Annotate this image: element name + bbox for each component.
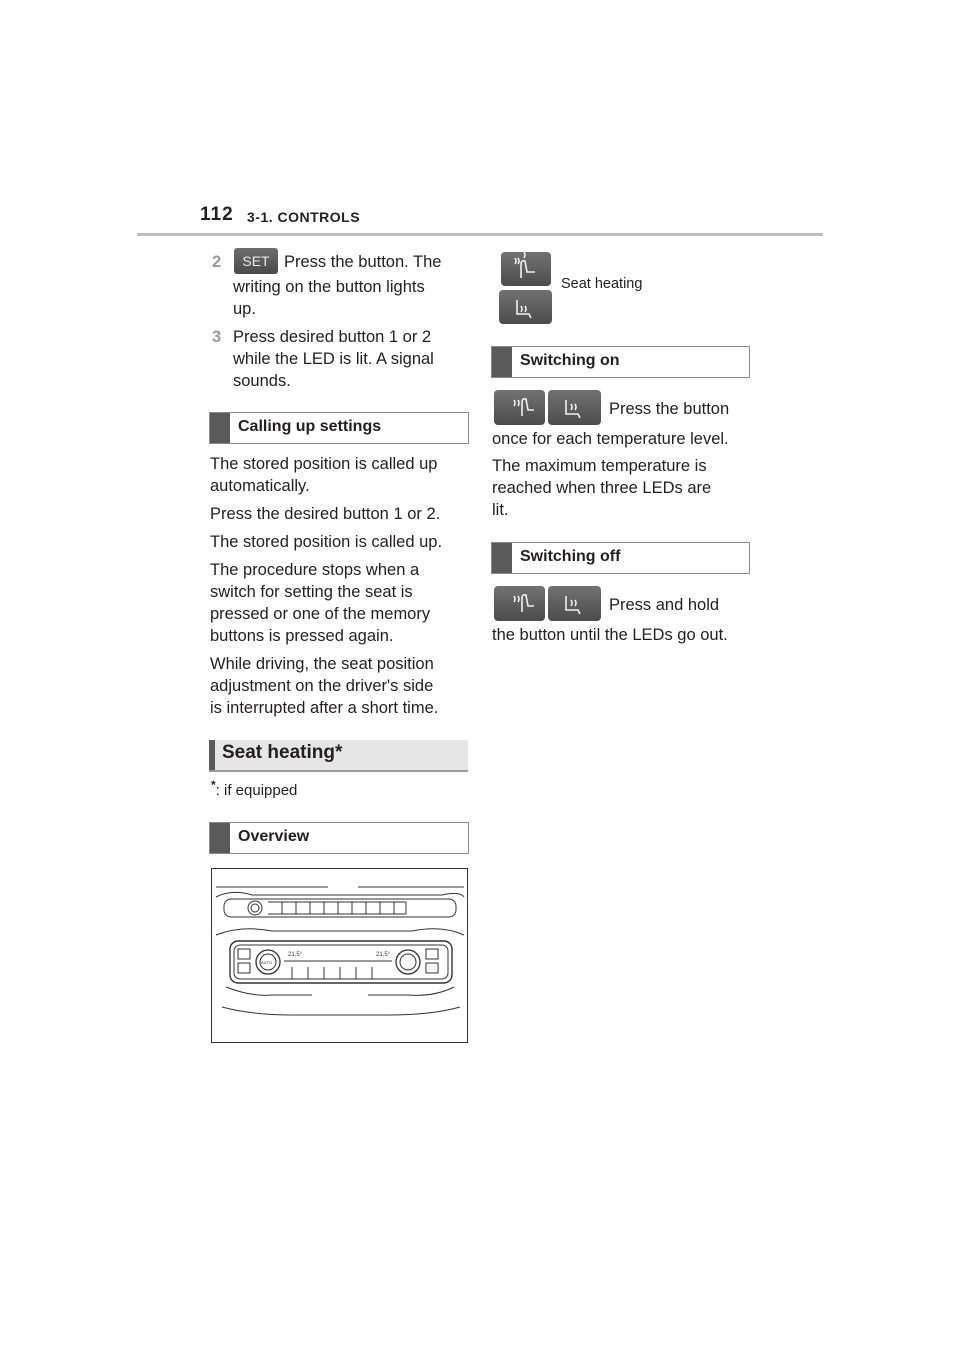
seat-heating-driver-button bbox=[501, 252, 551, 286]
set-button-image: SET bbox=[234, 248, 278, 274]
page-number: 112 bbox=[200, 204, 234, 225]
footnote bbox=[211, 778, 297, 799]
seat-heating-passenger-icon bbox=[499, 290, 552, 324]
seat-heating-on-button-left bbox=[494, 390, 545, 425]
step-2-line-2: writing on the button lights bbox=[233, 278, 425, 296]
heading-bar bbox=[209, 740, 215, 770]
temp-right: 21.5° bbox=[376, 952, 391, 958]
step-2-line-1: Press the button. The bbox=[284, 253, 442, 271]
climate-panel-figure bbox=[211, 868, 468, 1043]
step-2-number: 2 bbox=[212, 253, 222, 271]
seat-heating-heading bbox=[209, 740, 468, 772]
seat-heating-passenger-button bbox=[499, 290, 552, 324]
heading-bar bbox=[492, 543, 512, 573]
step-3-number: 3 bbox=[212, 328, 222, 346]
para-4-line-1: The procedure stops when a bbox=[210, 561, 420, 579]
para-5-line-2: adjustment on the driver's side bbox=[210, 677, 434, 695]
seat-heating-passenger-icon bbox=[548, 390, 601, 425]
footnote-text: : if equipped bbox=[215, 782, 298, 799]
on-para-line-1: The maximum temperature is bbox=[492, 457, 707, 475]
on-para-line-3: lit. bbox=[492, 501, 509, 519]
para-1-line-2: automatically. bbox=[210, 477, 310, 495]
seat-heating-driver-icon bbox=[501, 252, 551, 286]
auto-label: AUTO bbox=[261, 960, 273, 965]
on-para-line-2: reached when three LEDs are bbox=[492, 479, 712, 497]
off-line-1: Press and hold bbox=[609, 596, 720, 614]
step-3-line-2: while the LED is lit. A signal bbox=[233, 350, 434, 368]
heading-bar bbox=[210, 823, 230, 853]
switching-on-heading bbox=[491, 346, 750, 378]
heading-label: Overview bbox=[238, 828, 310, 845]
para-3: The stored position is called up. bbox=[210, 533, 443, 551]
step-2-line-3: up. bbox=[233, 300, 256, 318]
seat-heating-driver-icon bbox=[494, 390, 545, 425]
off-line-2: the button until the LEDs go out. bbox=[492, 626, 728, 644]
para-4-line-3: pressed or one of the memory bbox=[210, 605, 431, 623]
heading-label: Calling up settings bbox=[238, 418, 382, 435]
step-3-line-1: Press desired button 1 or 2 bbox=[233, 328, 432, 346]
footnote-mark: * bbox=[211, 778, 216, 792]
step-3-line-3: sounds. bbox=[233, 372, 291, 390]
climate-panel-drawing bbox=[212, 869, 467, 1042]
seat-heating-passenger-icon bbox=[548, 586, 601, 621]
seat-heating-on-button-right bbox=[548, 390, 601, 425]
heading-label: Switching off bbox=[520, 548, 621, 565]
seat-heating-caption: Seat heating bbox=[561, 276, 643, 292]
para-5-line-3: is interrupted after a short time. bbox=[210, 699, 439, 717]
heading-label: Switching on bbox=[520, 352, 620, 369]
para-2: Press the desired button 1 or 2. bbox=[210, 505, 441, 523]
para-5-line-1: While driving, the seat position bbox=[210, 655, 434, 673]
switching-off-heading bbox=[491, 542, 750, 574]
seat-heating-driver-icon bbox=[494, 586, 545, 621]
para-1-line-1: The stored position is called up bbox=[210, 455, 438, 473]
calling-up-settings-heading bbox=[209, 412, 469, 444]
seat-heating-off-button-left bbox=[494, 586, 545, 621]
overview-heading bbox=[209, 822, 469, 854]
heading-bar bbox=[210, 413, 230, 443]
heading-bar bbox=[492, 347, 512, 377]
seat-heating-off-button-right bbox=[548, 586, 601, 621]
section-title: 3-1. CONTROLS bbox=[247, 209, 361, 225]
temp-left: 21.5° bbox=[288, 952, 303, 958]
on-line-2: once for each temperature level. bbox=[492, 430, 729, 448]
para-4-line-4: buttons is pressed again. bbox=[210, 627, 394, 645]
header-rule bbox=[137, 233, 823, 236]
on-line-1: Press the button bbox=[609, 400, 730, 418]
para-4-line-2: switch for setting the seat is bbox=[210, 583, 413, 601]
heading-label: Seat heating* bbox=[222, 742, 343, 763]
